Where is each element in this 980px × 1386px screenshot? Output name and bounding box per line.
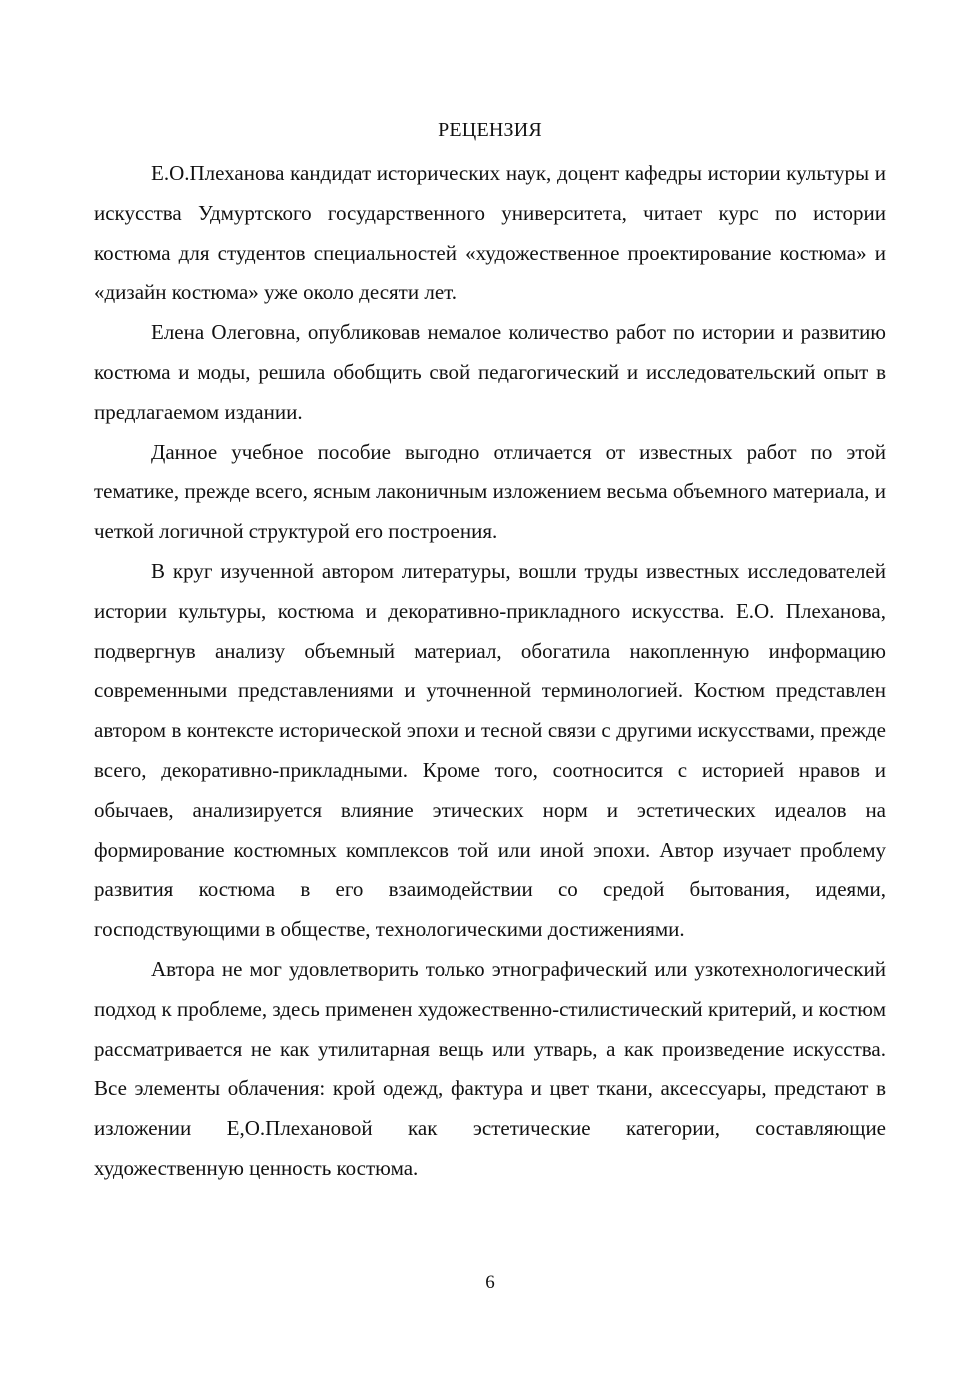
paragraph-author-experience: Елена Олеговна, опубликовав немалое количество работ по истории и развитию костюма и моды, решила обобщить свой педагогический и исследовательский опыт в предлагаемом издании. (94, 320, 886, 424)
page-title: РЕЦЕНЗИЯ (438, 119, 542, 141)
paragraph-intro: Е.О.Плеханова кандидат исторических наук, доцент кафедры истории культуры и искусства Удмуртского государственного университета, читает курс по истории костюма для студентов специальностей «художественное проектирование костюма» и «дизайн костюма» уже около десяти лет. (94, 161, 886, 305)
page-content (94, 114, 886, 1189)
paragraph-advantages: Данное учебное пособие выгодно отличается от известных работ по этой тематике, прежде всего, ясным лаконичным изложением весьма объемного материала, и четкой логичной структурой его построения. (94, 439, 886, 544)
paragraph-approach: Автора не мог удовлетворить только этнографический или узкотехнологический подход к проблеме, здесь применен художественно-стилистический критерий, и костюм рассматривается не как утилитарная вещь или утварь, а как произведение искусства. Все элементы облачения: крой одежд, фактура и цвет ткани, аксессуары, предстают в изложении Е,О.Плехановой как эстетические категории, составляющие художественную ценность костюма. (94, 956, 886, 1180)
paragraph-literature: В круг изученной автором литературы, вошли труды известных исследователей истории культуры, костюма и декоративно-прикладного искусства. Е.О. Плеханова, подвергнув анализу объемный материал, обогатила накопленную информацию современными представлениями и уточненной терминологией. Костюм представлен автором в контексте исторической эпохи и тесной связи с другими искусствами, прежде всего, декоративно-прикладными. Кроме того, соотносится с историей нравов и обычаев, анализируется влияние этических норм и эстетических идеалов на формирование костюмных комплексов той или иной эпохи. Автор изучает проблему развития костюма в его взаимодействии со средой бытования, идеями, господствующими в обществе, технологическими достижениями. (94, 558, 886, 942)
page-number: 6 (485, 1272, 495, 1293)
